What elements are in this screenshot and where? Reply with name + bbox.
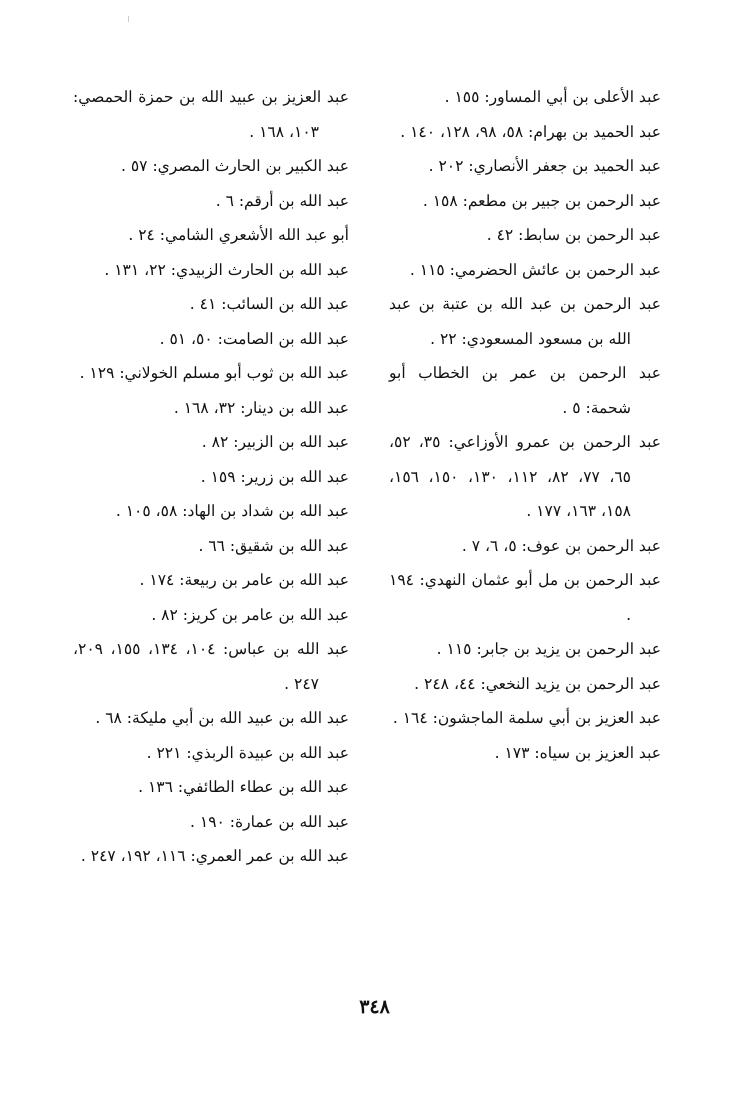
index-entry: أبو عبد الله الأشعري الشامي: ٢٤ . [128,226,349,244]
index-entry: عبد الحميد بن بهرام: ٥٨، ٩٨، ١٢٨، ١٤٠ . [400,122,661,141]
page-number: ٣٤٨ [359,996,390,1018]
index-entry: عبد العزيز بن سياه: ١٧٣ . [494,743,661,762]
index-entry: عبد الرحمن بن يزيد بن جابر: ١١٥ . [436,640,661,658]
index-entry: عبد الحميد بن جعفر الأنصاري: ٢٠٢ . [428,157,661,175]
index-entry: عبد الله بن عمارة: ١٩٠ . [190,812,349,831]
index-entry: عبد العزيز بن عبيد الله بن حمزة الحمصي: ١٠٣، ١٦٨ . [73,88,349,141]
index-entry: عبد الله بن عطاء الطائفي: ١٣٦ . [138,778,349,796]
index-entry: عبد الله بن زرير: ١٥٩ . [200,467,349,486]
top-mark [128,16,129,22]
index-entry: عبد الله بن عبيدة الربذي: ٢٢١ . [146,743,349,762]
index-entry: عبد الله بن عبيد الله بن أبي مليكة: ٦٨ . [95,709,349,727]
index-entry: عبد الرحمن بن عمرو الأوزاعي: ٣٥، ٥٢، ٦٥، ٧٧، ٨٢، ١١٢، ١٣٠، ١٥٠، ١٥٦، ١٥٨، ١٦٣، ١٧٧ . [389,433,661,520]
index-entry: عبد الله بن عمر العمري: ١١٦، ١٩٢، ٢٤٧ . [80,847,349,865]
index-entry: عبد الله بن الصامت: ٥٠، ٥١ . [159,329,349,348]
index-entry: عبد الرحمن بن سابط: ٤٢ . [486,226,661,244]
index-entry: عبد الله بن السائب: ٤١ . [189,295,349,313]
index-entry: عبد الله بن عامر بن ربيعة: ١٧٤ . [139,571,349,589]
index-entry: عبد الله بن شداد بن الهاد: ٥٨، ١٠٥ . [115,502,349,520]
index-entry: عبد الكبير بن الحارث المصري: ٥٧ . [121,157,349,175]
index-entry: عبد الله بن ثوب أبو مسلم الخولاني: ١٢٩ . [79,364,349,382]
index-entry: عبد الرحمن بن يزيد النخعي: ٤٤، ٢٤٨ . [414,674,661,693]
index-entry: عبد الرحمن بن عائش الحضرمي: ١١٥ . [409,260,661,279]
index-entry: عبد الرحمن بن جبير بن مطعم: ١٥٨ . [422,191,661,210]
index-entry: عبد الأعلى بن أبي المساور: ١٥٥ . [444,88,661,106]
right-column [389,80,661,770]
index-entry: عبد الله بن دينار: ٣٢، ١٦٨ . [173,398,349,417]
index-entry: عبد الله بن أرقم: ٦ . [215,191,349,210]
index-entry: عبد الرحمن بن عوف: ٥، ٦، ٧ . [461,536,661,555]
index-entry: عبد الله بن الحارث الزبيدي: ٢٢، ١٣١ . [104,260,349,279]
index-entry: عبد الله بن الزبير: ٨٢ . [201,433,349,451]
left-column [73,80,349,874]
index-entry: عبد العزيز بن أبي سلمة الماجشون: ١٦٤ . [392,709,661,727]
index-entry: عبد الله بن عباس: ١٠٤، ١٣٤، ١٥٥، ٢٠٩، ٢٤٧ . [73,640,349,693]
index-entry: عبد الرحمن بن عبد الله بن عتبة بن عبد الله بن مسعود المسعودي: ٢٢ . [389,295,661,348]
index-entry: عبد الرحمن بن عمر بن الخطاب أبو شحمة: ٥ . [389,364,661,417]
index-entry: عبد الرحمن بن مل أبو عثمان النهدي: ١٩٤ . [389,571,661,624]
index-entry: عبد الله بن عامر بن كريز: ٨٢ . [151,605,349,624]
index-entry: عبد الله بن شقيق: ٦٦ . [198,536,349,555]
